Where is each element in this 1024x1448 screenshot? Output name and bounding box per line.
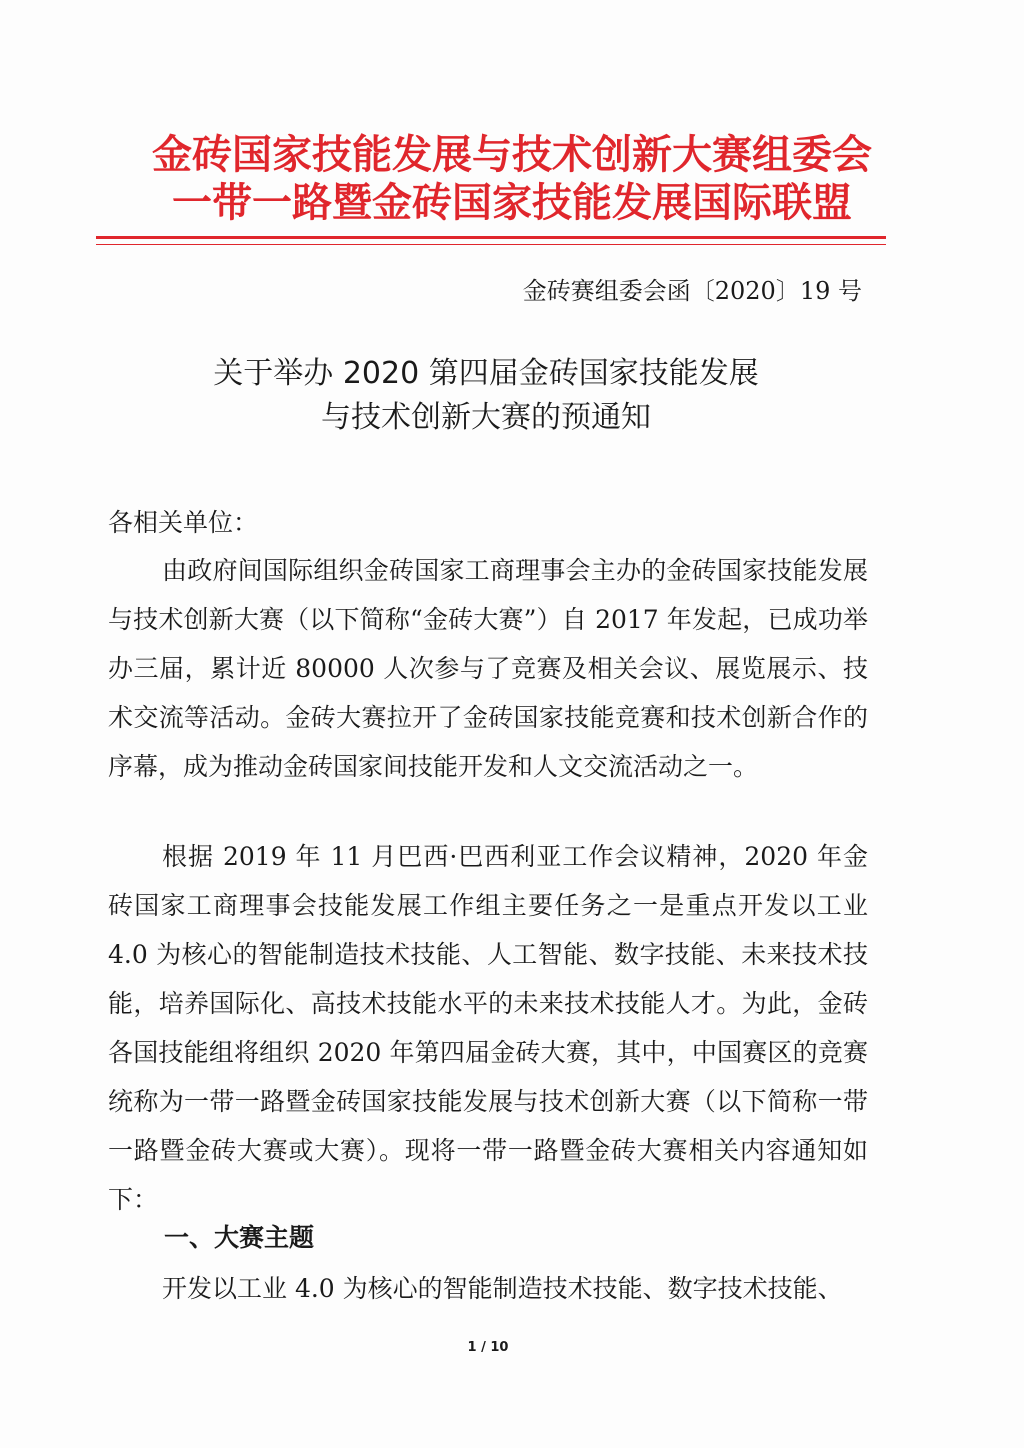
paragraph-basis	[108, 832, 868, 1224]
section-heading-theme: 一、大赛主题	[164, 1223, 315, 1252]
letterhead-rule-thin	[96, 244, 886, 245]
paragraph-background-text: 由政府间国际组织金砖国家工商理事会主办的金砖国家技能发展与技术创新大赛（以下简称“金砖大赛”）自 2017 年发起，已成功举办三届，累计近 80000 人次参与了竞赛及相关会议、展览展示、技术交流等活动。金砖大赛拉开了金砖国家技能竞赛和技术创新合作的序幕，成为推动金砖国家间技能开发和人文交流活动之一。	[108, 556, 868, 781]
letterhead-org-line-2: 一带一路暨金砖国家技能发展国际联盟	[172, 179, 852, 226]
notice-title-line-2: 与技术创新大赛的预通知	[321, 400, 651, 435]
letterhead-rule-thick	[96, 236, 886, 239]
salutation: 各相关单位：	[108, 508, 259, 537]
paragraph-basis-text: 根据 2019 年 11 月巴西·巴西利亚工作会议精神，2020 年金砖国家工商理事会技能发展工作组主要任务之一是重点开发以工业 4.0 为核心的智能制造技术技能、人工智能、数字技能、未来技术技能，培养国际化、高技术技能水平的未来技术技能人才。为此，金砖各国技能组将组织 2020 年第四届金砖大赛，其中，中国赛区的竞赛统称为一带一路暨金砖国家技能发展与技术创新大赛（以下简称一带一路暨金砖大赛或大赛）。现将一带一路暨金砖大赛相关内容通知如下：	[108, 842, 868, 1214]
letterhead-org-line-1: 金砖国家技能发展与技术创新大赛组委会	[152, 131, 872, 178]
document-number: 金砖赛组委会函〔2020〕19 号	[522, 277, 862, 305]
paragraph-background	[108, 546, 868, 791]
paragraph-theme	[108, 1264, 868, 1313]
page-number: 1 / 10	[467, 1340, 509, 1355]
notice-title-line-1: 关于举办 2020 第四届金砖国家技能发展	[213, 356, 759, 391]
paragraph-theme-text: 开发以工业 4.0 为核心的智能制造技术技能、数字技术技能、	[162, 1274, 843, 1303]
